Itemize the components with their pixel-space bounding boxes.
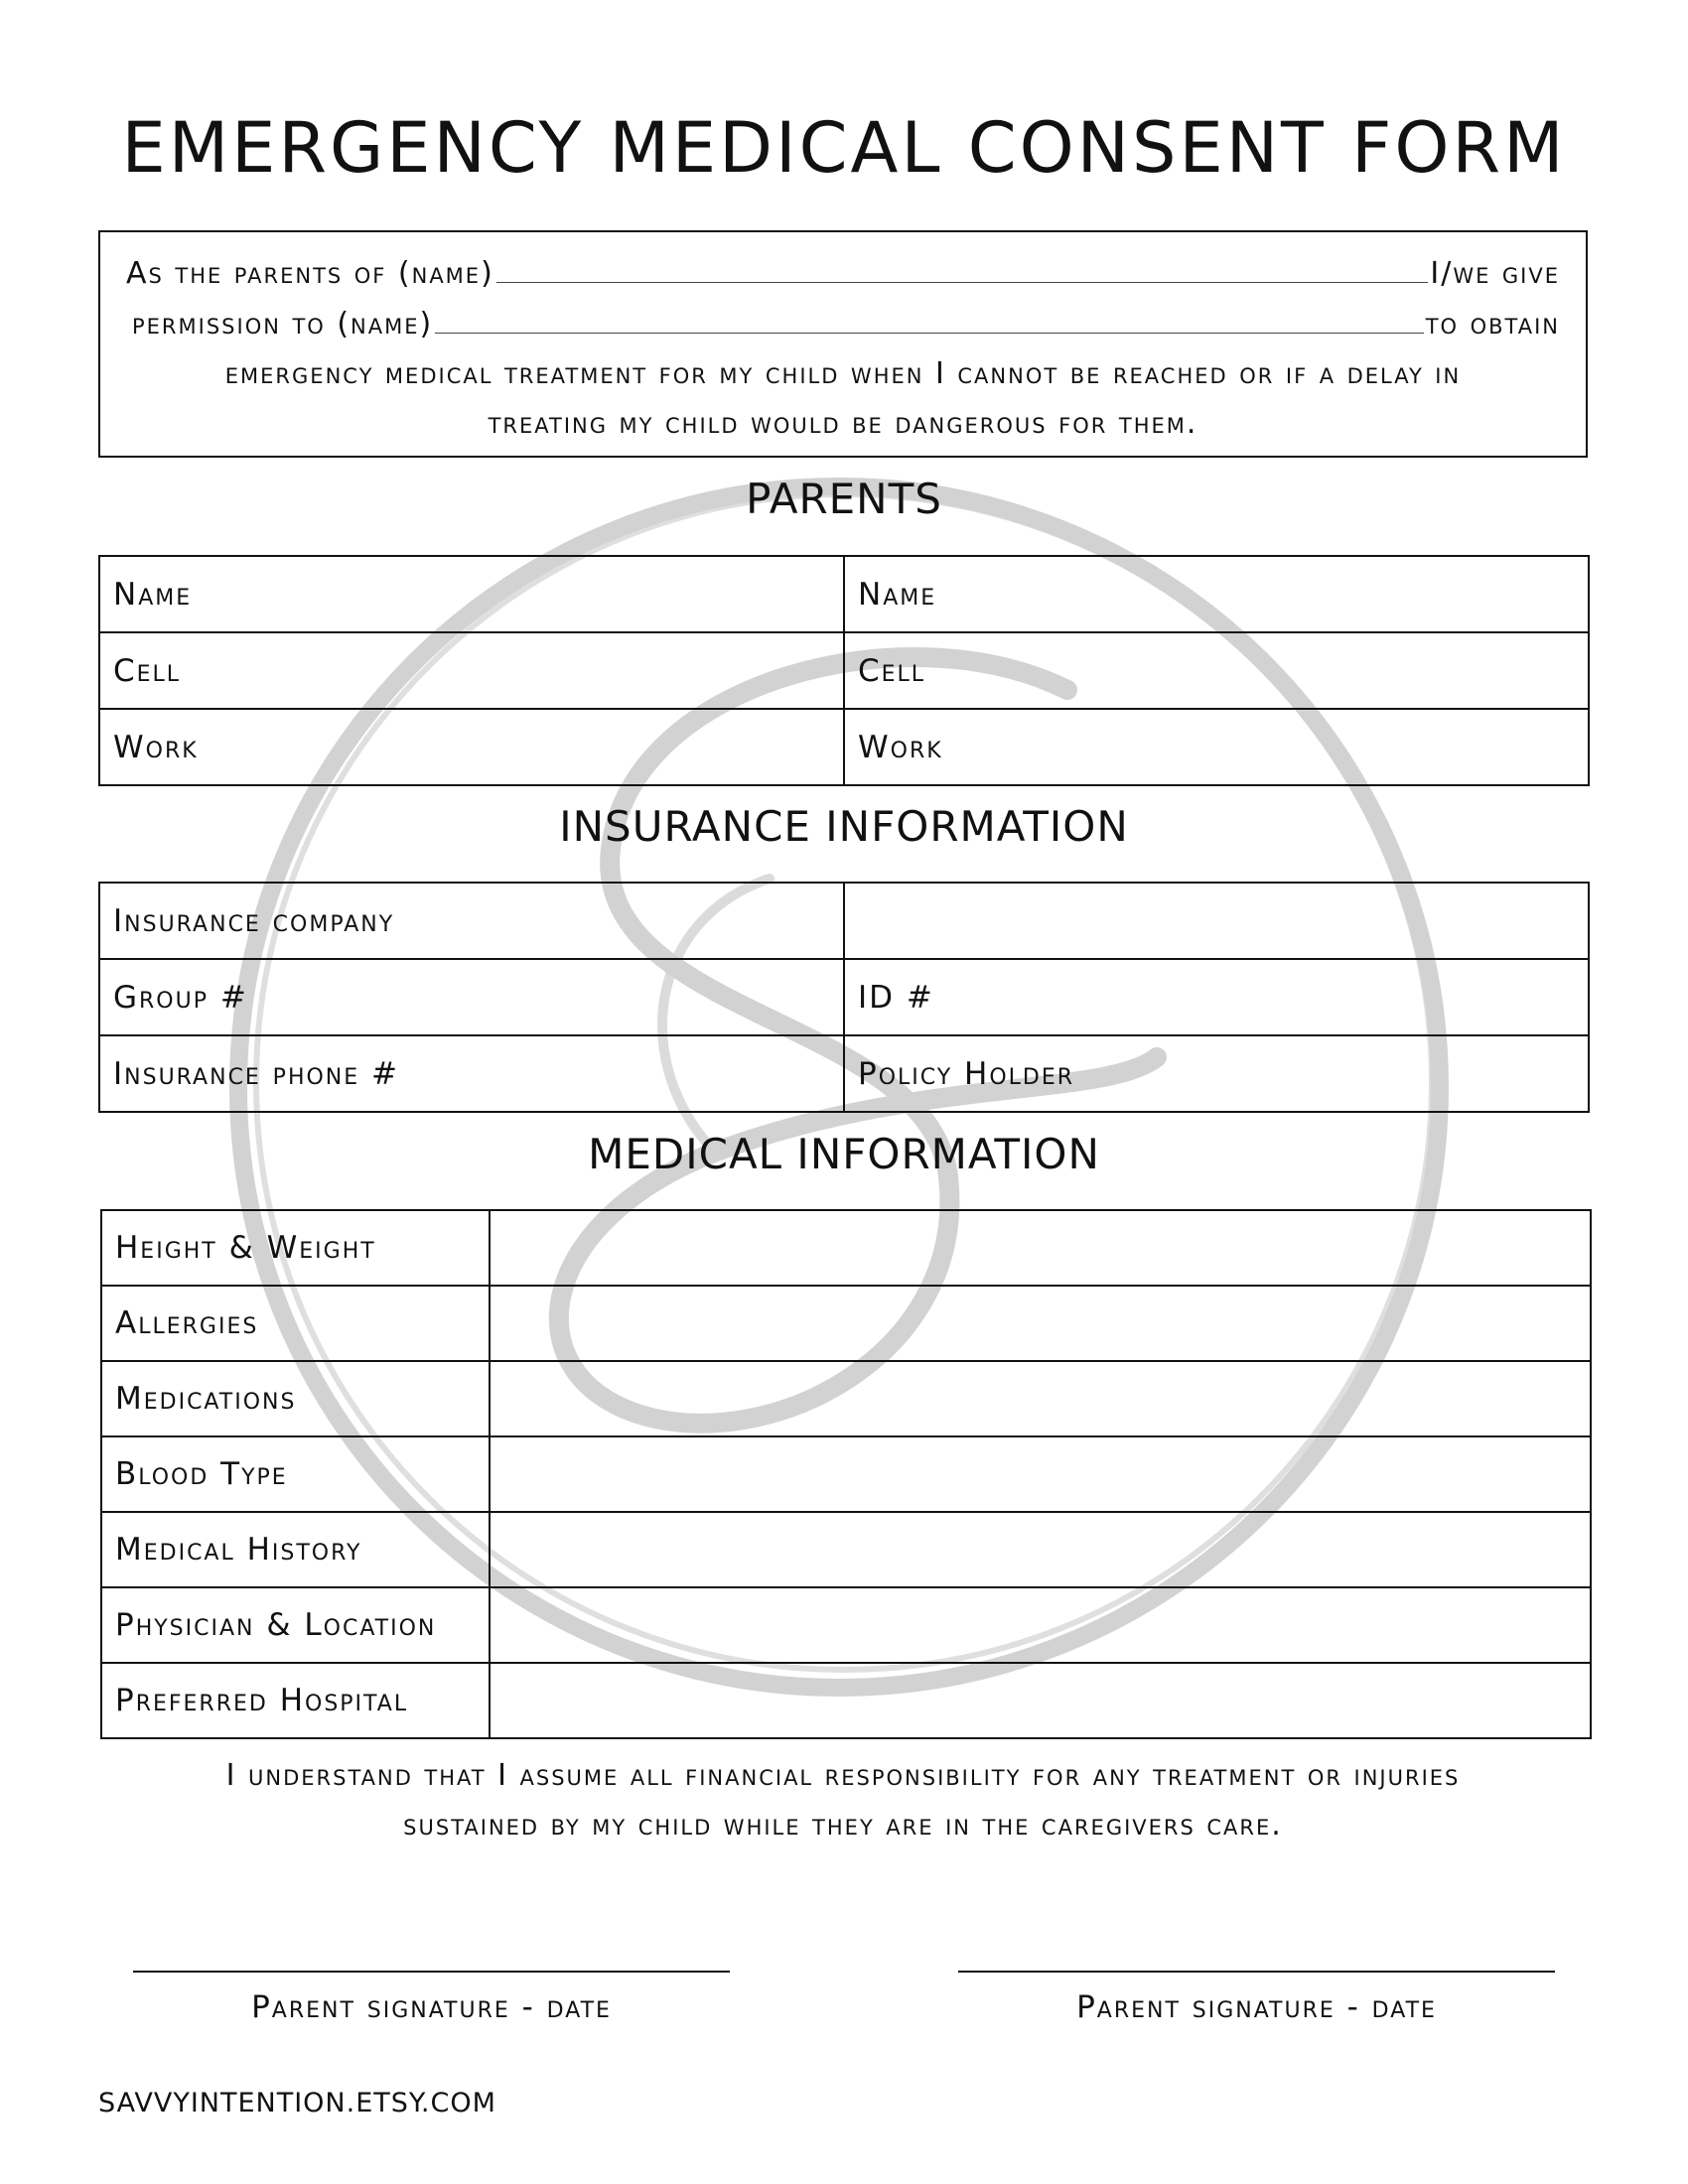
parent1-cell-field[interactable]: Cell: [99, 632, 844, 709]
table-row: [99, 556, 1589, 632]
intro-child-suffix: I/we give: [1430, 256, 1560, 291]
table-row: [101, 1361, 1591, 1436]
insurance-table: [98, 882, 1590, 1113]
medical-history-label: Medical History: [101, 1512, 490, 1587]
medical-history-field[interactable]: [490, 1512, 1591, 1587]
medical-table: [100, 1209, 1592, 1739]
blood-type-label: Blood Type: [101, 1436, 490, 1512]
intro-caregiver-suffix: to obtain: [1425, 307, 1560, 341]
closing-statement: [98, 1751, 1588, 1850]
parent1-name-field[interactable]: Name: [99, 556, 844, 632]
parent2-name-field[interactable]: Name: [844, 556, 1589, 632]
parent2-work-field[interactable]: Work: [844, 709, 1589, 785]
physician-location-field[interactable]: [490, 1587, 1591, 1663]
medications-field[interactable]: [490, 1361, 1591, 1436]
page-title: EMERGENCY MEDICAL CONSENT FORM: [121, 107, 1567, 189]
intro-line-4: treating my child would be dangerous for them.: [488, 406, 1198, 441]
insurance-phone-field[interactable]: Insurance phone #: [99, 1035, 844, 1112]
intro-line-3: emergency medical treatment for my child when I cannot be reached or if a delay in: [224, 356, 1462, 391]
footer-url: SAVVYINTENTION.ETSY.COM: [98, 2088, 496, 2118]
table-row: [99, 883, 1589, 959]
left-signature-label: Parent signature - date: [251, 1989, 612, 2025]
preferred-hospital-field[interactable]: [490, 1663, 1591, 1738]
table-row: [99, 632, 1589, 709]
table-row: [101, 1436, 1591, 1512]
closing-line-2: sustained by my child while they are in the caregivers care.: [403, 1808, 1283, 1843]
intro-line-caregiver: [126, 299, 1560, 349]
closing-line-1: I understand that I assume all financial responsibility for any treatment or injuries: [225, 1758, 1461, 1793]
table-row: [101, 1210, 1591, 1286]
table-row: [99, 1035, 1589, 1112]
insurance-company-field[interactable]: Insurance company: [99, 883, 844, 959]
insurance-company-value[interactable]: [844, 883, 1589, 959]
medications-label: Medications: [101, 1361, 490, 1436]
height-weight-label: Height & Weight: [101, 1210, 490, 1286]
insurance-heading: INSURANCE INFORMATION: [559, 802, 1129, 851]
table-row: [99, 709, 1589, 785]
id-number-field[interactable]: ID #: [844, 959, 1589, 1035]
table-row: [101, 1587, 1591, 1663]
table-row: [101, 1286, 1591, 1361]
intro-line-child: [126, 248, 1560, 299]
caregiver-name-field[interactable]: [435, 299, 1423, 334]
intro-child-prefix: As the parents of (name): [126, 256, 494, 291]
group-number-field[interactable]: Group #: [99, 959, 844, 1035]
child-name-field[interactable]: [496, 248, 1429, 283]
intro-caregiver-prefix: permission to (name): [132, 307, 434, 341]
table-row: [101, 1663, 1591, 1738]
table-row: [101, 1512, 1591, 1587]
parent1-work-field[interactable]: Work: [99, 709, 844, 785]
left-signature-line[interactable]: [133, 1971, 730, 1973]
physician-location-label: Physician & Location: [101, 1587, 490, 1663]
medical-heading: MEDICAL INFORMATION: [588, 1130, 1100, 1178]
preferred-hospital-label: Preferred Hospital: [101, 1663, 490, 1738]
allergies-field[interactable]: [490, 1286, 1591, 1361]
policy-holder-field[interactable]: Policy Holder: [844, 1035, 1589, 1112]
allergies-label: Allergies: [101, 1286, 490, 1361]
parents-heading: PARENTS: [746, 475, 942, 523]
blood-type-field[interactable]: [490, 1436, 1591, 1512]
height-weight-field[interactable]: [490, 1210, 1591, 1286]
table-row: [99, 959, 1589, 1035]
intro-box: [98, 230, 1588, 458]
right-signature-label: Parent signature - date: [1076, 1989, 1437, 2025]
right-signature-line[interactable]: [958, 1971, 1555, 1973]
parents-table: [98, 555, 1590, 786]
parent2-cell-field[interactable]: Cell: [844, 632, 1589, 709]
